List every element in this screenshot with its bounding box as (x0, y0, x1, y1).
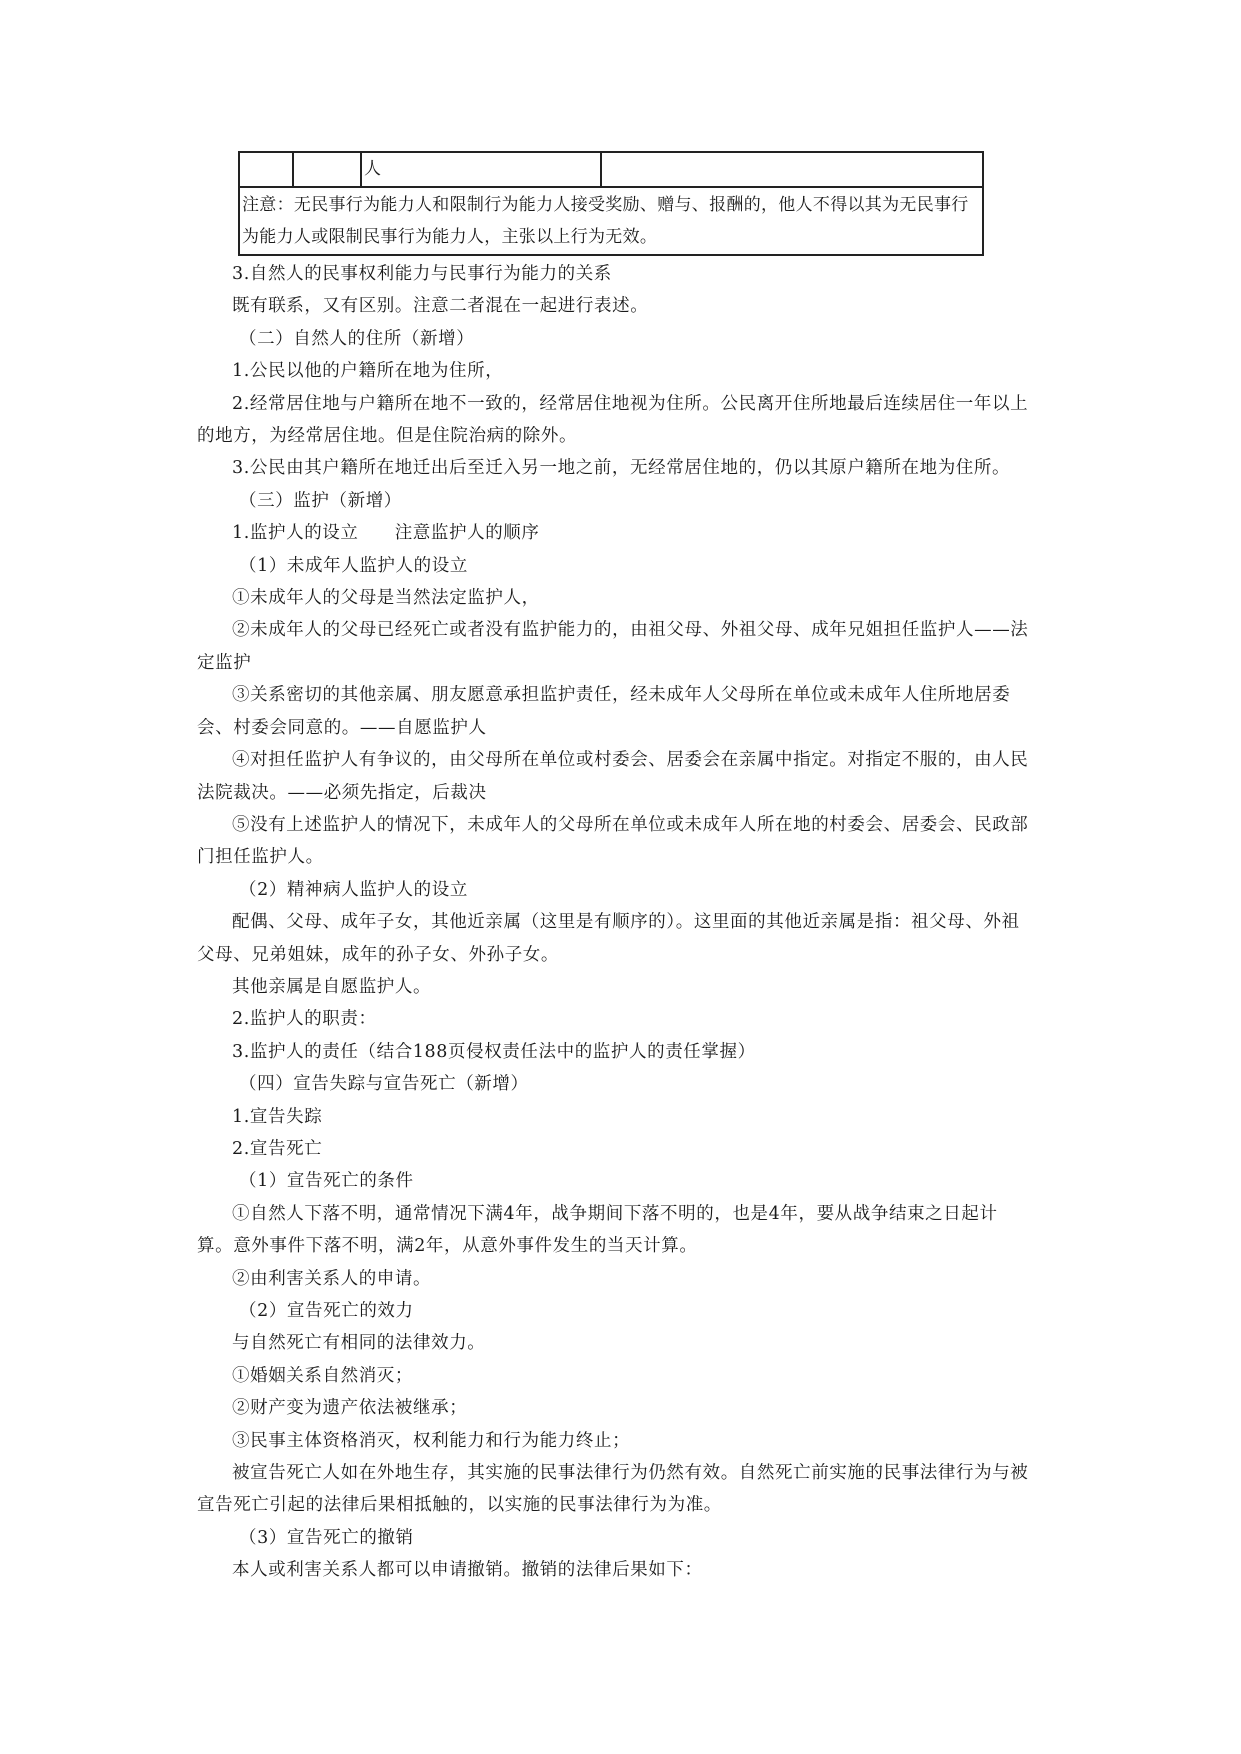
paragraph: ①未成年人的父母是当然法定监护人， (232, 588, 540, 609)
subsection-heading: （1）宣告死亡的条件 (239, 1171, 414, 1192)
paragraph: ③关系密切的其他亲属、朋友愿意承担监护责任，经未成年人父母所在单位或未成年人住所地居委会、村委会同意的。——自愿监护人 (197, 685, 1011, 738)
paragraph: ①婚姻关系自然消灭； (232, 1365, 413, 1386)
table-cell: 人 (361, 152, 601, 187)
paragraph: 其他亲属是自愿监护人。 (232, 976, 432, 997)
paragraph: 1.公民以他的户籍所在地为住所， (232, 361, 504, 382)
subsection-heading: （1）未成年人监护人的设立 (239, 555, 468, 576)
paragraph: ②由利害关系人的申请。 (232, 1268, 432, 1289)
section-heading: 1.宣告失踪 (232, 1106, 323, 1127)
paragraph: ③民事主体资格消灭，权利能力和行为能力终止； (232, 1430, 631, 1451)
paragraph: 本人或利害关系人都可以申请撤销。撤销的法律后果如下： (232, 1560, 703, 1581)
paragraph: 既有联系，又有区别。注意二者混在一起进行表述。 (232, 296, 649, 317)
table-cell (239, 152, 293, 187)
body-text (197, 258, 1029, 1587)
paragraph: 被宣告死亡人如在外地生存，其实施的民事法律行为仍然有效。自然死亡前实施的民事法律行为与被宣告死亡引起的法律后果相抵触的，以实施的民事法律行为为准。 (197, 1463, 1029, 1516)
section-heading: （三）监护（新增） (239, 490, 402, 511)
section-heading: 2.监护人的职责： (232, 1009, 377, 1030)
table-cell (293, 152, 361, 187)
section-heading: （四）宣告失踪与宣告死亡（新增） (239, 1074, 529, 1095)
table-note: 注意：无民事行为能力人和限制行为能力人接受奖励、赠与、报酬的，他人不得以其为无民事行为能力人或限制民事行为能力人，主张以上行为无效。 (239, 187, 983, 255)
section-heading: 3.监护人的责任（结合188页侵权责任法中的监护人的责任掌握） (232, 1041, 756, 1062)
table-cell (601, 152, 983, 187)
summary-table (238, 151, 984, 256)
section-heading: 2.宣告死亡 (232, 1138, 323, 1159)
subsection-heading: （3）宣告死亡的撤销 (239, 1527, 414, 1548)
table-row (239, 152, 983, 187)
section-heading: （二）自然人的住所（新增） (239, 328, 475, 349)
paragraph: 2.经常居住地与户籍所在地不一致的，经常居住地视为住所。公民离开住所地最后连续居住一年以上的地方，为经常居住地。但是住院治病的除外。 (197, 393, 1029, 447)
paragraph: ⑤没有上述监护人的情况下，未成年人的父母所在单位或未成年人所在地的村委会、居委会、民政部门担任监护人。 (197, 814, 1029, 868)
paragraph: 与自然死亡有相同的法律效力。 (232, 1333, 486, 1354)
section-heading: 3.自然人的民事权利能力与民事行为能力的关系 (232, 264, 612, 284)
subsection-heading: （2）精神病人监护人的设立 (239, 879, 468, 900)
subsection-heading: （2）宣告死亡的效力 (239, 1301, 414, 1321)
paragraph: 配偶、父母、成年子女，其他近亲属（这里是有顺序的）。这里面的其他近亲属是指：祖父母、外祖父母、兄弟姐妹，成年的孙子女、外孙子女。 (197, 912, 1020, 965)
section-heading: 1.监护人的设立 注意监护人的顺序 (232, 523, 540, 544)
paragraph: ①自然人下落不明，通常情况下满4年，战争期间下落不明的，也是4年，要从战争结束之日起计算。意外事件下落不明，满2年，从意外事件发生的当天计算。 (197, 1203, 998, 1257)
paragraph: ④对担任监护人有争议的，由父母所在单位或村委会、居委会在亲属中指定。对指定不服的，由人民法院裁决。——必须先指定，后裁决 (197, 750, 1029, 803)
paragraph: ②未成年人的父母已经死亡或者没有监护能力的，由祖父母、外祖父母、成年兄姐担任监护人——法定监护 (197, 620, 1029, 673)
paragraph: ②财产变为遗产依法被继承； (232, 1398, 468, 1419)
paragraph: 3.公民由其户籍所在地迁出后至迁入另一地之前，无经常居住地的，仍以其原户籍所在地为住所。 (232, 458, 1011, 479)
table-row (239, 187, 983, 255)
